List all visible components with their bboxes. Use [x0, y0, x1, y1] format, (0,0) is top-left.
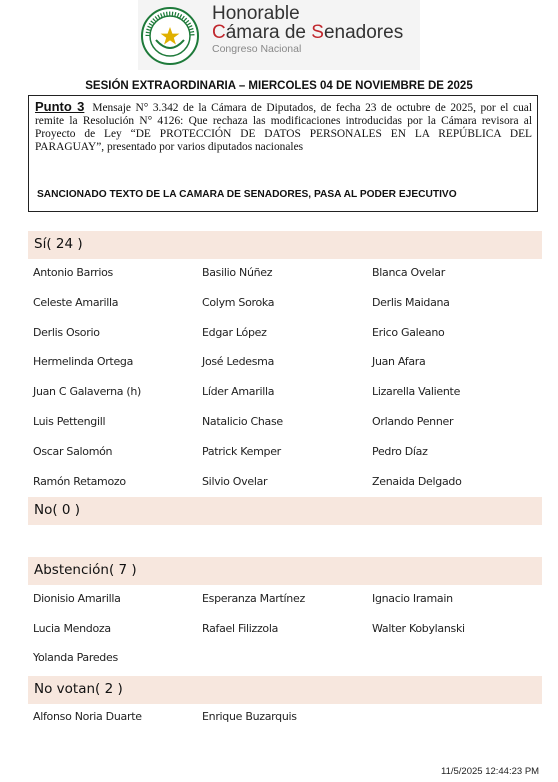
section-label-abstencion: Abstención( 7 ): [34, 562, 137, 578]
voter-name: Zenaida Delgado: [372, 474, 462, 488]
voter-name: Patrick Kemper: [202, 444, 281, 458]
section-bar-no: [28, 497, 542, 525]
voter-name: Derlis Maidana: [372, 295, 450, 309]
section-bar-si: [28, 231, 542, 259]
punto-description: Punto 3 Mensaje N° 3.342 de la Cámara de Diputados, de fecha 23 de octubre de 2025, por el cual remite la Resolución N° 4126: Que rechaza las modificaciones introducidas por la Cámara revisora al Proyecto de Ley “DE PROTECCIÓN DE DATOS PERSONALES EN LA REPÚBLICA DEL PARAGUAY”, presentado por varios diputados nacionales: [35, 99, 532, 153]
voter-name: Silvio Ovelar: [202, 474, 268, 488]
voter-name: Orlando Penner: [372, 415, 454, 428]
voter-name: Colym Soroka: [202, 295, 275, 309]
voter-name: Rafael Filizzola: [202, 621, 279, 635]
voter-name: Líder Amarilla: [202, 385, 275, 399]
voter-name: Erico Galeano: [372, 325, 445, 339]
section-label-no: No( 0 ): [34, 502, 81, 518]
punto-result: SANCIONADO TEXTO DE LA CAMARA DE SENADORES, PASA AL PODER EJECUTIVO: [37, 189, 457, 200]
brand-title-line2: Cámara de Senadores: [212, 22, 404, 43]
brand-title-line1: Honorable: [212, 3, 300, 24]
voter-name: Luis Pettengill: [33, 415, 106, 428]
voter-name: Juan Afara: [372, 355, 426, 369]
section-label-si: Sí( 24 ): [34, 236, 83, 252]
voter-name: Antonio Barrios: [33, 266, 113, 279]
voter-name: Hermelinda Ortega: [33, 355, 134, 369]
voter-name: Esperanza Martínez: [202, 592, 305, 605]
voter-name: Natalicio Chase: [202, 415, 283, 428]
national-seal-icon: [140, 6, 200, 66]
session-title: SESIÓN EXTRAORDINARIA – MIERCOLES 04 DE NOVIEMBRE DE 2025: [85, 80, 473, 92]
voter-name: Lizarella Valiente: [372, 385, 461, 399]
brand-subtitle: Congreso Nacional: [212, 43, 302, 55]
voter-name: Yolanda Paredes: [33, 651, 118, 664]
timestamp: 11/5/2025 12:44:23 PM: [441, 766, 540, 777]
voter-name: Enrique Buzarquis: [202, 710, 297, 723]
section-label-no-votan: No votan( 2 ): [34, 681, 123, 697]
voter-name: Blanca Ovelar: [372, 266, 445, 279]
voter-name: Lucia Mendoza: [33, 621, 111, 635]
voter-name: Walter Kobylanski: [372, 621, 465, 635]
voter-name: Derlis Osorio: [33, 325, 100, 339]
voter-name: Celeste Amarilla: [33, 295, 119, 309]
voter-name: José Ledesma: [202, 355, 275, 369]
voter-name: Dionisio Amarilla: [33, 592, 121, 605]
voter-name: Alfonso Noria Duarte: [33, 710, 142, 723]
voter-name: Ignacio Iramain: [372, 592, 453, 605]
voter-name: Ramón Retamozo: [33, 474, 126, 488]
voter-name: Edgar López: [202, 325, 267, 339]
voter-name: Pedro Díaz: [372, 444, 428, 458]
voter-name: Juan C Galaverna (h): [33, 385, 142, 399]
voter-name: Basilio Núñez: [202, 266, 273, 279]
punto-label: Punto 3: [35, 99, 85, 114]
voter-name: Oscar Salomón: [33, 444, 113, 458]
